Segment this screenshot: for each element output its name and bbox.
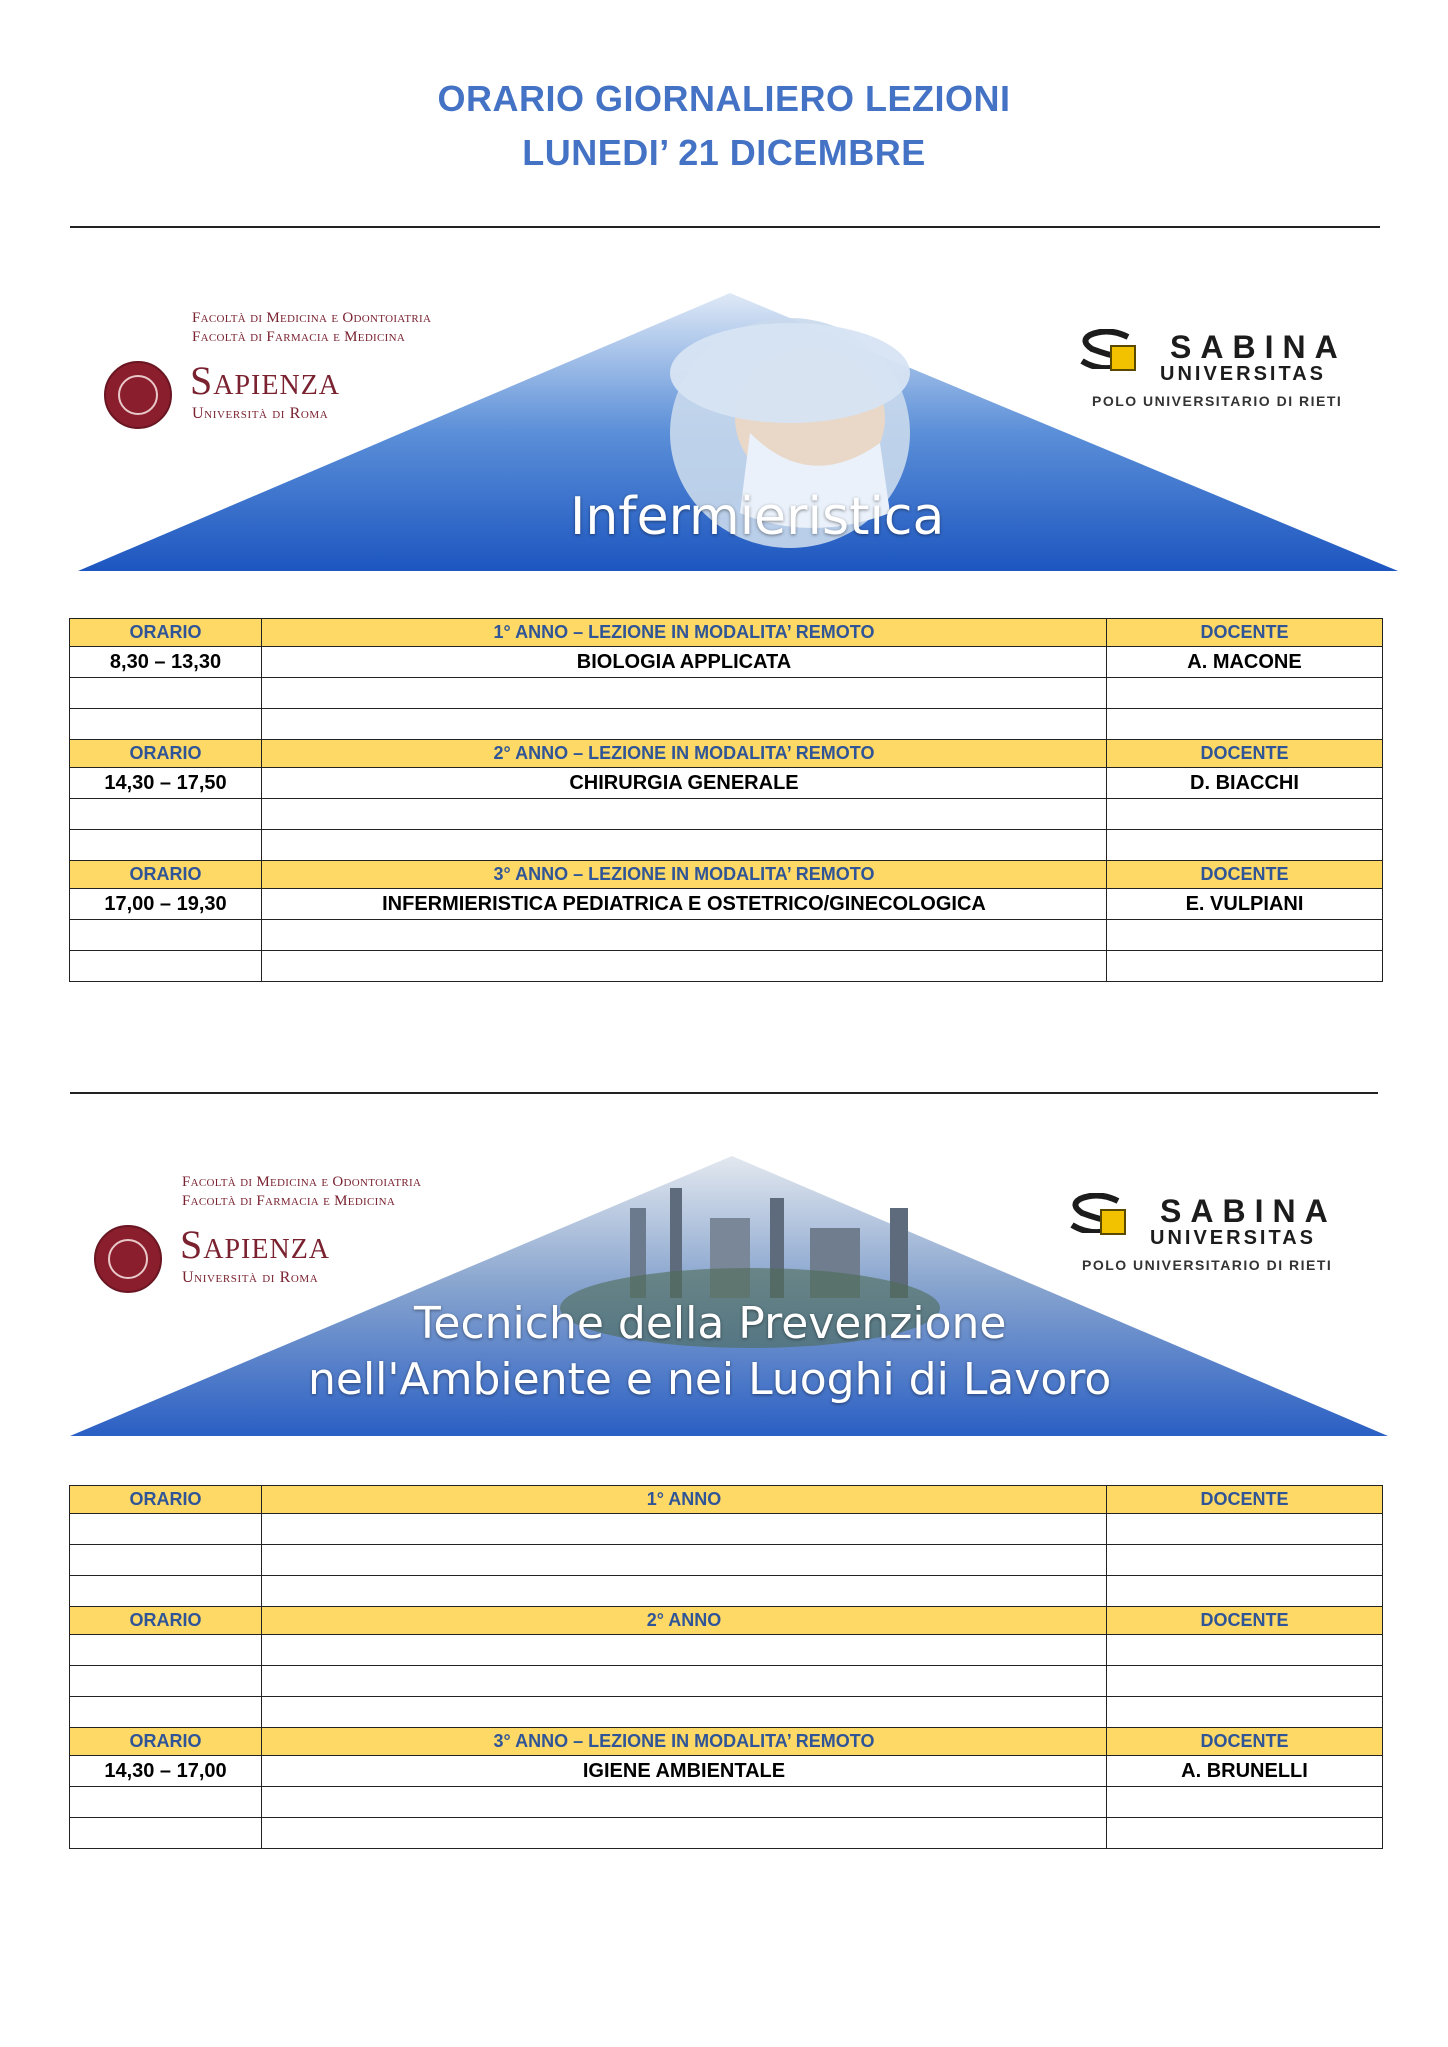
table-row xyxy=(70,1666,1383,1697)
table-row xyxy=(70,1514,1383,1545)
table-row xyxy=(70,920,1383,951)
header-anno: 2° ANNO xyxy=(262,1607,1107,1635)
sabina-book-icon xyxy=(1110,345,1136,371)
table-row xyxy=(70,1635,1383,1666)
cell-lezione xyxy=(262,1576,1107,1607)
cell-lezione xyxy=(262,1818,1107,1849)
sabina-logo-text: SABINA xyxy=(1170,329,1347,365)
schedule-table-infermieristica xyxy=(69,618,1383,982)
table-header-row xyxy=(70,619,1383,647)
cell-lezione xyxy=(262,1787,1107,1818)
table-row xyxy=(70,1545,1383,1576)
table-row xyxy=(70,768,1383,799)
cell-lezione xyxy=(262,1514,1107,1545)
sapienza-subtitle: Università di Roma xyxy=(182,1269,319,1286)
cell-orario xyxy=(70,1635,262,1666)
header-orario: ORARIO xyxy=(70,861,262,889)
cell-orario xyxy=(70,920,262,951)
cell-orario: 14,30 – 17,00 xyxy=(70,1756,262,1787)
cell-docente: D. BIACCHI xyxy=(1107,768,1383,799)
cell-lezione: CHIRURGIA GENERALE xyxy=(262,768,1107,799)
table-row xyxy=(70,1756,1383,1787)
cell-lezione xyxy=(262,1635,1107,1666)
table-header-row xyxy=(70,1607,1383,1635)
cell-orario xyxy=(70,1576,262,1607)
header-docente: DOCENTE xyxy=(1107,1607,1383,1635)
cell-docente: E. VULPIANI xyxy=(1107,889,1383,920)
cell-lezione: INFERMIERISTICA PEDIATRICA E OSTETRICO/GINECOLOGICA xyxy=(262,889,1107,920)
table-header-row xyxy=(70,740,1383,768)
cell-docente xyxy=(1107,1576,1383,1607)
faculty-names xyxy=(192,309,431,347)
divider-top xyxy=(70,226,1380,228)
cell-orario xyxy=(70,1545,262,1576)
cell-orario xyxy=(70,1697,262,1728)
course-name-line-1: Tecniche della Prevenzione xyxy=(414,1298,1007,1349)
table-row xyxy=(70,1697,1383,1728)
polo-rieti-text: POLO UNIVERSITARIO DI RIETI xyxy=(1082,1257,1333,1273)
header-docente: DOCENTE xyxy=(1107,619,1383,647)
cell-lezione xyxy=(262,709,1107,740)
cell-orario xyxy=(70,678,262,709)
cell-lezione xyxy=(262,920,1107,951)
cell-docente xyxy=(1107,830,1383,861)
table-row xyxy=(70,1787,1383,1818)
page-subtitle-date: LUNEDI’ 21 DICEMBRE xyxy=(522,132,926,173)
table-row xyxy=(70,709,1383,740)
sapienza-seal-icon xyxy=(94,1225,162,1293)
header-docente: DOCENTE xyxy=(1107,1486,1383,1514)
cell-orario xyxy=(70,830,262,861)
cell-docente xyxy=(1107,678,1383,709)
cell-lezione xyxy=(262,678,1107,709)
faculty-names xyxy=(182,1173,421,1211)
cell-docente xyxy=(1107,709,1383,740)
page-title: ORARIO GIORNALIERO LEZIONI xyxy=(437,78,1011,119)
faculty-line-1: Facoltà di Medicina e Odontoiatria xyxy=(182,1174,422,1190)
cell-orario: 17,00 – 19,30 xyxy=(70,889,262,920)
sapienza-logo-text: Sapienza xyxy=(180,1222,331,1267)
sapienza-subtitle: Università di Roma xyxy=(192,405,329,422)
cell-docente: A. BRUNELLI xyxy=(1107,1756,1383,1787)
table-row xyxy=(70,1818,1383,1849)
cell-lezione xyxy=(262,1697,1107,1728)
cell-docente xyxy=(1107,1635,1383,1666)
header-anno: 1° ANNO – LEZIONE IN MODALITA’ REMOTO xyxy=(262,619,1107,647)
cell-lezione: BIOLOGIA APPLICATA xyxy=(262,647,1107,678)
cell-orario xyxy=(70,1818,262,1849)
header-orario: ORARIO xyxy=(70,619,262,647)
cell-orario: 14,30 – 17,50 xyxy=(70,768,262,799)
table-header-row xyxy=(70,1486,1383,1514)
cell-orario xyxy=(70,951,262,982)
sabina-logo-text: SABINA xyxy=(1160,1193,1337,1229)
cell-docente xyxy=(1107,1697,1383,1728)
table-row xyxy=(70,889,1383,920)
header-anno: 2° ANNO – LEZIONE IN MODALITA’ REMOTO xyxy=(262,740,1107,768)
faculty-line-2: Facoltà di Farmacia e Medicina xyxy=(192,329,406,345)
header-docente: DOCENTE xyxy=(1107,1728,1383,1756)
header-anno: 3° ANNO – LEZIONE IN MODALITA’ REMOTO xyxy=(262,861,1107,889)
cell-docente xyxy=(1107,1666,1383,1697)
polo-rieti-text: POLO UNIVERSITARIO DI RIETI xyxy=(1092,393,1343,409)
cell-lezione: IGIENE AMBIENTALE xyxy=(262,1756,1107,1787)
cell-orario xyxy=(70,1787,262,1818)
cell-docente xyxy=(1107,1818,1383,1849)
cell-orario: 8,30 – 13,30 xyxy=(70,647,262,678)
banner-tecniche-prevenzione xyxy=(70,1148,1400,1448)
sapienza-seal-icon xyxy=(104,361,172,429)
cell-orario xyxy=(70,709,262,740)
cell-lezione xyxy=(262,1545,1107,1576)
table-row xyxy=(70,830,1383,861)
header-orario: ORARIO xyxy=(70,1607,262,1635)
cell-orario xyxy=(70,799,262,830)
cell-lezione xyxy=(262,799,1107,830)
table-row xyxy=(70,647,1383,678)
universitas-logo-text: UNIVERSITAS xyxy=(1160,363,1326,385)
course-name-line-2: nell'Ambiente e nei Luoghi di Lavoro xyxy=(308,1354,1112,1405)
table-row xyxy=(70,951,1383,982)
sabina-book-icon xyxy=(1100,1209,1126,1235)
header-orario: ORARIO xyxy=(70,1728,262,1756)
schedule-table-tecniche-prevenzione xyxy=(69,1485,1383,1849)
cell-lezione xyxy=(262,951,1107,982)
faculty-line-1: Facoltà di Medicina e Odontoiatria xyxy=(192,310,432,326)
header-orario: ORARIO xyxy=(70,740,262,768)
cell-docente xyxy=(1107,799,1383,830)
universitas-logo-text: UNIVERSITAS xyxy=(1150,1227,1316,1249)
banner-infermieristica xyxy=(70,283,1400,583)
cell-orario xyxy=(70,1666,262,1697)
header-docente: DOCENTE xyxy=(1107,740,1383,768)
divider-middle xyxy=(70,1092,1378,1094)
table-row xyxy=(70,1576,1383,1607)
cell-orario xyxy=(70,1514,262,1545)
header-anno: 1° ANNO xyxy=(262,1486,1107,1514)
cell-docente xyxy=(1107,920,1383,951)
header-orario: ORARIO xyxy=(70,1486,262,1514)
table-header-row xyxy=(70,861,1383,889)
cell-docente: A. MACONE xyxy=(1107,647,1383,678)
cell-docente xyxy=(1107,951,1383,982)
cell-lezione xyxy=(262,830,1107,861)
table-header-row xyxy=(70,1728,1383,1756)
cell-lezione xyxy=(262,1666,1107,1697)
header-docente: DOCENTE xyxy=(1107,861,1383,889)
table-row xyxy=(70,678,1383,709)
faculty-line-2: Facoltà di Farmacia e Medicina xyxy=(182,1193,396,1209)
cell-docente xyxy=(1107,1545,1383,1576)
header-anno: 3° ANNO – LEZIONE IN MODALITA’ REMOTO xyxy=(262,1728,1107,1756)
sapienza-logo-text: Sapienza xyxy=(190,358,341,403)
cell-docente xyxy=(1107,1514,1383,1545)
table-row xyxy=(70,799,1383,830)
cell-docente xyxy=(1107,1787,1383,1818)
course-name-infermieristica: Infermieristica xyxy=(570,487,945,547)
